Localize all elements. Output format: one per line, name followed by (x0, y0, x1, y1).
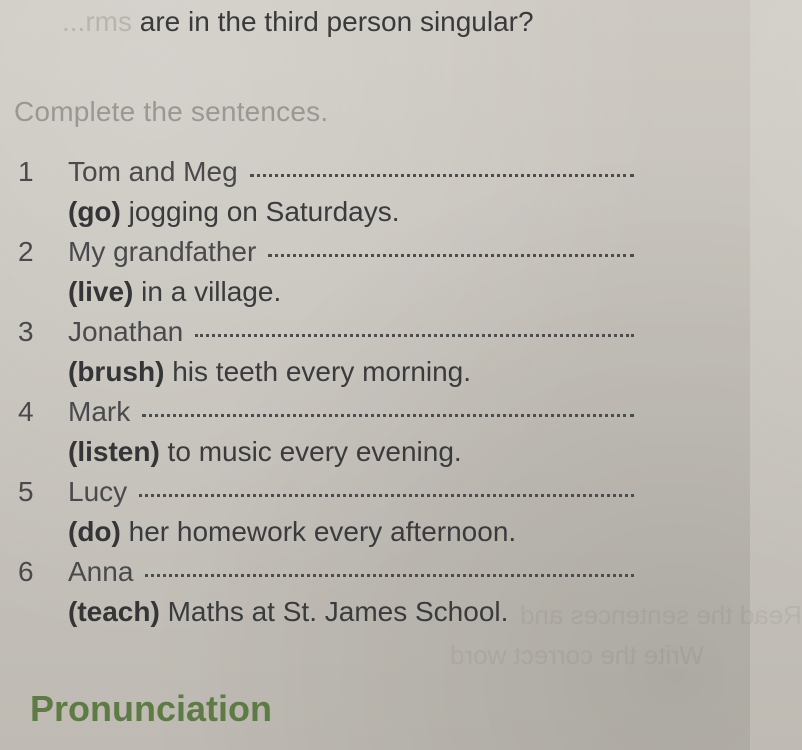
question-text: are in the third person singular? (132, 6, 534, 37)
bleed-through-text: Write the correct word (450, 640, 704, 670)
item-verb: (listen) (68, 436, 160, 467)
item-subject: Anna (68, 556, 134, 587)
item-second-line (68, 516, 516, 548)
item-number: 4 (18, 396, 34, 427)
item-verb: (go) (68, 196, 121, 227)
item-subject: Jonathan (68, 316, 184, 347)
answer-blank[interactable] (142, 411, 634, 417)
answer-blank[interactable] (139, 491, 634, 497)
previous-question (62, 6, 534, 38)
bleed-through-text: Read the sentences and (520, 600, 802, 630)
exercise-list (14, 154, 634, 634)
item-number: 3 (18, 316, 34, 347)
item-verb: (do) (68, 516, 121, 547)
item-subject: Mark (68, 396, 131, 427)
item-verb: (brush) (68, 356, 165, 387)
section-title-pronunciation: Pronunciation (30, 688, 272, 729)
exercise-instruction: Complete the sentences. (14, 96, 329, 127)
exercise-item (14, 314, 634, 394)
item-rest: in a village. (133, 276, 282, 307)
answer-blank[interactable] (145, 571, 634, 577)
item-number: 5 (18, 476, 34, 507)
item-first-line (68, 476, 634, 508)
item-subject: Tom and Meg (68, 156, 238, 187)
item-second-line (68, 276, 281, 308)
faded-text: ...rms (62, 6, 132, 37)
item-second-line (68, 356, 471, 388)
item-rest: to music every evening. (159, 436, 462, 467)
item-first-line (68, 396, 634, 428)
item-first-line (68, 316, 634, 348)
exercise-item (14, 474, 634, 554)
item-verb: (live) (68, 276, 134, 307)
exercise-item (14, 394, 634, 474)
item-number: 1 (18, 156, 34, 187)
item-subject: Lucy (68, 476, 128, 507)
item-rest: her homework every afternoon. (120, 516, 517, 547)
item-first-line (68, 156, 634, 188)
item-second-line (68, 596, 508, 628)
item-number: 2 (18, 236, 34, 267)
exercise-item (14, 154, 634, 234)
item-rest: Maths at St. James School. (159, 596, 509, 627)
item-second-line (68, 436, 462, 468)
answer-blank[interactable] (195, 331, 634, 337)
item-subject: My grandfather (68, 236, 257, 267)
item-verb: (teach) (68, 596, 160, 627)
item-rest: jogging on Saturdays. (120, 196, 400, 227)
exercise-item (14, 234, 634, 314)
item-second-line (68, 196, 400, 228)
answer-blank[interactable] (268, 251, 634, 257)
item-first-line (68, 556, 634, 588)
item-first-line (68, 236, 634, 268)
answer-blank[interactable] (250, 171, 634, 177)
item-number: 6 (18, 556, 34, 587)
exercise-item (14, 554, 634, 634)
item-rest: his teeth every morning. (164, 356, 472, 387)
